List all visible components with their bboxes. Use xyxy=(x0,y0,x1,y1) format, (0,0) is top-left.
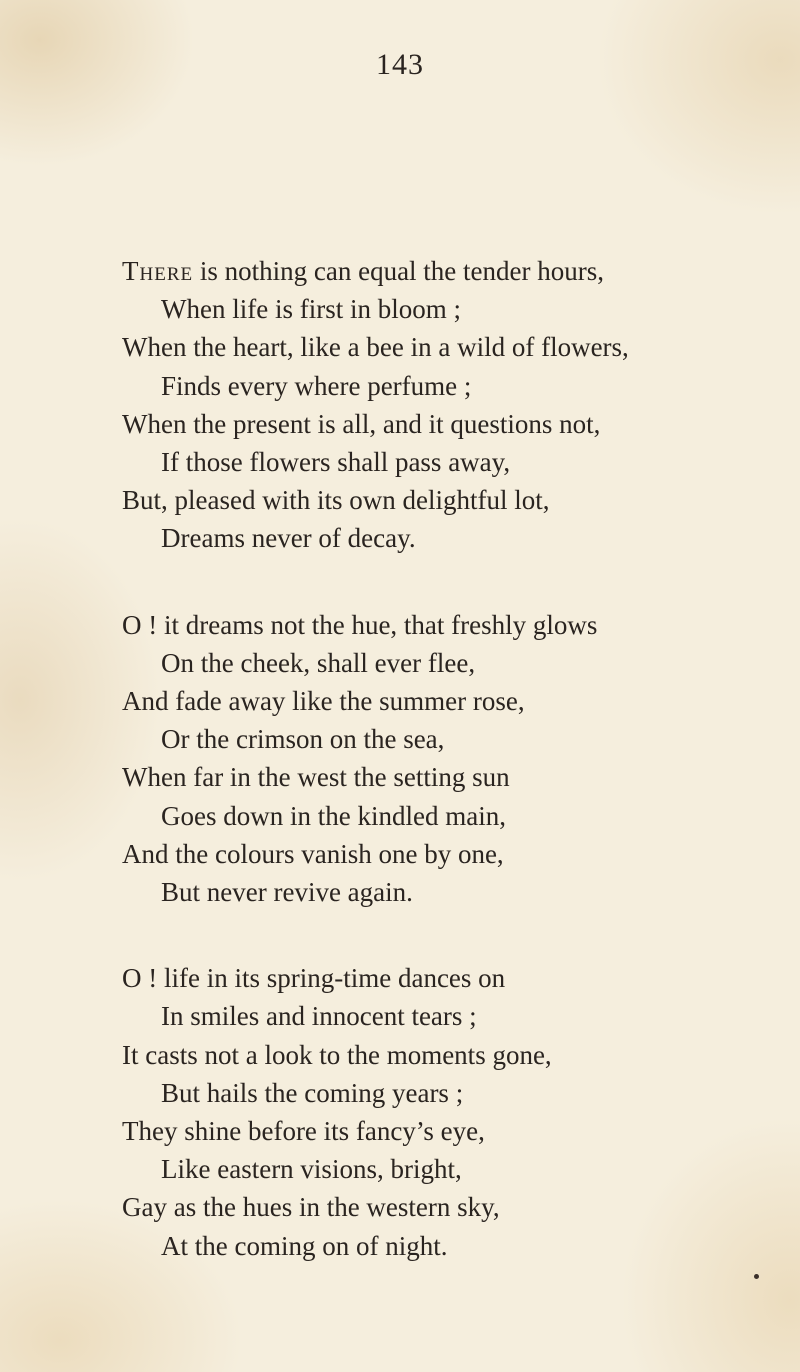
poem-line: Like eastern visions, bright, xyxy=(161,1154,462,1185)
poem-line: And fade away like the summer rose, xyxy=(122,686,525,717)
poem-line: When life is first in bloom ; xyxy=(161,294,461,325)
ink-speck xyxy=(754,1274,759,1279)
poem-line: O ! life in its spring-time dances on xyxy=(122,963,506,994)
poem-line: At the coming on of night. xyxy=(161,1230,448,1261)
stanza-2 xyxy=(0,606,800,912)
stanza-3 xyxy=(0,959,800,1265)
poem-line: But hails the coming years ; xyxy=(161,1077,464,1108)
stanza-1 xyxy=(0,252,800,558)
first-word: There xyxy=(122,256,194,286)
poem-line: When far in the west the setting sun xyxy=(122,762,510,793)
poem-line: O ! it dreams not the hue, that freshly glows xyxy=(122,609,598,640)
poem-line xyxy=(0,252,800,290)
poem-line: Finds every where perfume ; xyxy=(161,370,472,401)
poem-line: If those flowers shall pass away, xyxy=(161,447,511,478)
poem-line: But, pleased with its own delightful lot, xyxy=(122,485,550,516)
poem-line: Gay as the hues in the western sky, xyxy=(122,1192,500,1223)
poem-line: In smiles and innocent tears ; xyxy=(161,1001,477,1032)
poem-line: When the present is all, and it questions not, xyxy=(122,408,601,439)
poem-line: Dreams never of decay. xyxy=(161,523,416,554)
poem-line: Or the crimson on the sea, xyxy=(161,724,445,755)
poem-line: On the cheek, shall ever flee, xyxy=(161,647,476,678)
line-text: is nothing can equal the tender hours, xyxy=(193,256,605,286)
poem-line: They shine before its fancy’s eye, xyxy=(122,1116,485,1147)
poem-line: It casts not a look to the moments gone, xyxy=(122,1039,552,1070)
poem xyxy=(0,252,800,1265)
poem-line: Goes down in the kindled main, xyxy=(161,800,506,831)
page-number: 143 xyxy=(376,48,424,81)
poem-line: And the colours vanish one by one, xyxy=(122,838,504,869)
poem-line: When the heart, like a bee in a wild of flowers, xyxy=(122,332,629,363)
poem-line: But never revive again. xyxy=(161,877,413,908)
